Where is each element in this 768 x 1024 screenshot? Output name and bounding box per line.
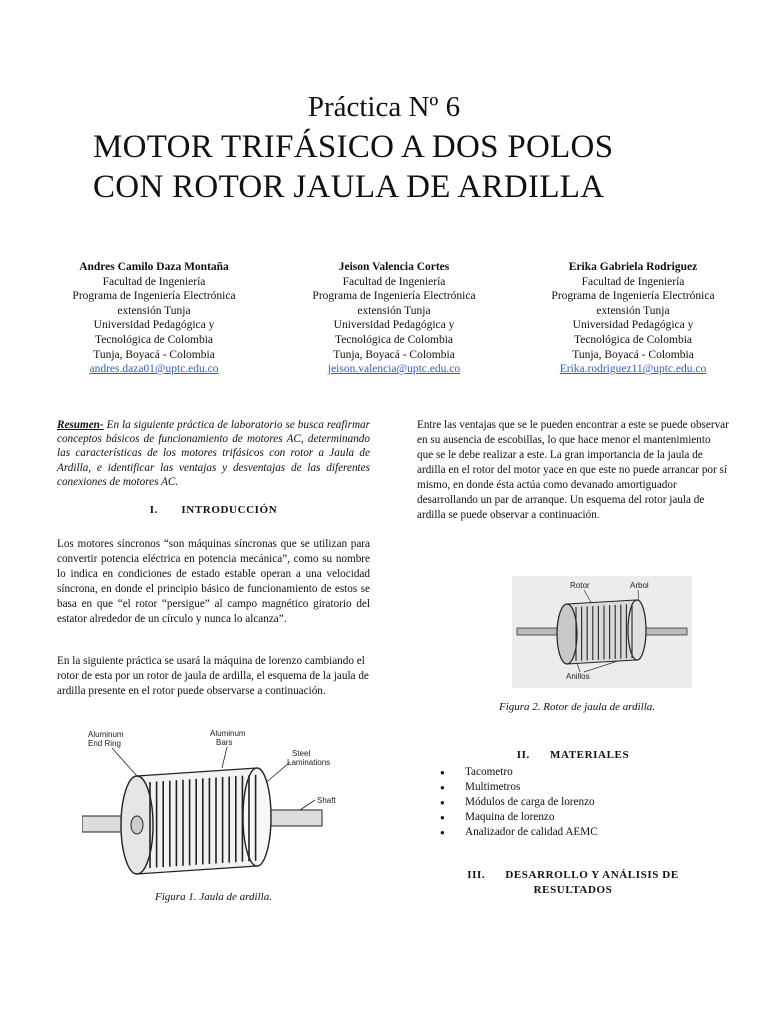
author-extension: extensión Tunja xyxy=(596,304,670,317)
label-shaft: Shaft xyxy=(317,796,336,805)
figure-1-caption: Figura 1. Jaula de ardilla. xyxy=(155,891,272,903)
section-title: MATERIALES xyxy=(550,749,630,761)
label-arbol: Arbol xyxy=(630,581,649,590)
paper-title-line-1: MOTOR TRIFÁSICO A DOS POLOS xyxy=(93,129,614,165)
section-heading-line-2: RESULTADOS xyxy=(533,884,613,896)
intro-paragraph-1: Los motores síncronos “son máquinas síncronas que se utilizan para convertir potencia eléctrica en potencia mecánica”, como su nombre lo indica en condiciones de estado estable operan a una velocidad síncrona, en donde el principio básico de funcionamiento de estos se basa en que “el rotor “persigue” al campo magnético giratorio del estator alrededor de un círculo y nunca lo alcanza”. xyxy=(57,538,370,625)
author-university: Tecnológica de Colombia xyxy=(574,333,692,346)
author-faculty: Facultad de Ingeniería xyxy=(102,275,206,288)
paper-title xyxy=(93,127,613,207)
author-faculty: Facultad de Ingeniería xyxy=(581,275,685,288)
figure-1-squirrel-cage xyxy=(82,726,372,886)
abstract-text: En la siguiente práctica de laboratorio se busca reafirmar conceptos básicos de funcionamiento de motores AC, determinando las características de los motores trifásicos con rotor a Jaula de Ardilla, e identificar las ventajas y desventajas de las diferentes conexiones de motores AC. xyxy=(57,419,370,488)
author-city: Tunja, Boyacá - Colombia xyxy=(572,348,694,361)
author-name: Andres Camilo Daza Montaña xyxy=(79,261,229,273)
figure-2-rotor xyxy=(512,576,692,688)
author-faculty: Facultad de Ingeniería xyxy=(342,275,446,288)
author-email-link[interactable]: Erika.rodriguez11@uptc.edu.co xyxy=(559,363,707,376)
author-university: Tecnológica de Colombia xyxy=(95,333,213,346)
label-bars-1: Aluminum xyxy=(210,729,246,738)
label-laminations-1: Steel xyxy=(292,749,311,758)
paper-title-line-2: CON ROTOR JAULA DE ARDILLA xyxy=(93,169,605,205)
section-title: INTRODUCCIÓN xyxy=(181,504,278,516)
section-number: II. xyxy=(516,749,530,761)
abstract-label: Resumen- xyxy=(57,419,104,431)
author-block-2 xyxy=(274,260,514,377)
intro-paragraph-2: En la siguiente práctica se usará la máquina de lorenzo cambiando el rotor de esta por un rotor de jaula de ardilla, el esquema de la jaula de ardilla presente en el rotor puede observarse a continuación. xyxy=(57,655,369,697)
practice-number: Práctica Nº 6 xyxy=(307,91,461,123)
author-block-3 xyxy=(513,260,753,377)
section-title: DESARROLLO Y ANÁLISIS DE xyxy=(505,869,679,881)
section-heading-intro xyxy=(57,504,370,516)
list-item: ● Multimetros xyxy=(440,780,730,795)
section-heading-results xyxy=(417,868,729,898)
section-heading-materials xyxy=(417,749,729,761)
list-item: ● Módulos de carga de lorenzo xyxy=(440,795,730,810)
right-paragraph-1: Entre las ventajas que se le pueden encontrar a este se puede observar en su ausencia de escobillas, lo que hace menor el mantenimiento que se le debe realizar a este. La gran importancia de la jaula de ardilla en el rotor del motor yace en que este no puede arrancar por sí mismo, en donde ésta actúa como devanado amortiguador desarrollando un par de arranque. Un esquema del rotor jaula de ardilla se puede observar a continuación. xyxy=(417,419,729,521)
author-city: Tunja, Boyacá - Colombia xyxy=(93,348,215,361)
label-anillos: Anillos xyxy=(566,672,590,681)
label-rotor: Rotor xyxy=(570,581,590,590)
author-name: Jeison Valencia Cortes xyxy=(338,261,450,273)
label-end-ring-2: End Ring xyxy=(88,739,121,748)
author-email-link[interactable]: jeison.valencia@uptc.edu.co xyxy=(327,363,461,376)
list-item: ● Analizador de calidad AEMC xyxy=(440,825,730,840)
author-block-1 xyxy=(34,260,274,377)
label-end-ring-1: Aluminum xyxy=(88,730,124,739)
label-laminations-2: Laminations xyxy=(287,758,331,767)
author-university: Tecnológica de Colombia xyxy=(335,333,453,346)
author-program: Programa de Ingeniería Electrónica xyxy=(312,290,476,303)
author-university: Universidad Pedagógica y xyxy=(333,319,455,332)
abstract xyxy=(57,418,370,489)
author-city: Tunja, Boyacá - Colombia xyxy=(333,348,455,361)
list-item: ● Maquina de lorenzo xyxy=(440,810,730,825)
author-extension: extensión Tunja xyxy=(357,304,431,317)
list-item: ● Tacometro xyxy=(440,765,730,780)
label-bars-2: Bars xyxy=(216,738,233,747)
author-university: Universidad Pedagógica y xyxy=(572,319,694,332)
author-name: Erika Gabriela Rodriguez xyxy=(568,261,698,273)
author-university: Universidad Pedagógica y xyxy=(93,319,215,332)
materials-list xyxy=(440,765,730,840)
author-program: Programa de Ingeniería Electrónica xyxy=(551,290,715,303)
figure-2-caption: Figura 2. Rotor de jaula de ardilla. xyxy=(498,701,656,713)
section-heading-line-1 xyxy=(417,868,729,883)
author-program: Programa de Ingeniería Electrónica xyxy=(72,290,236,303)
section-number: III. xyxy=(467,869,486,881)
author-email-link[interactable]: andres.daza01@uptc.edu.co xyxy=(89,363,219,376)
section-number: I. xyxy=(149,504,158,516)
author-extension: extensión Tunja xyxy=(117,304,191,317)
